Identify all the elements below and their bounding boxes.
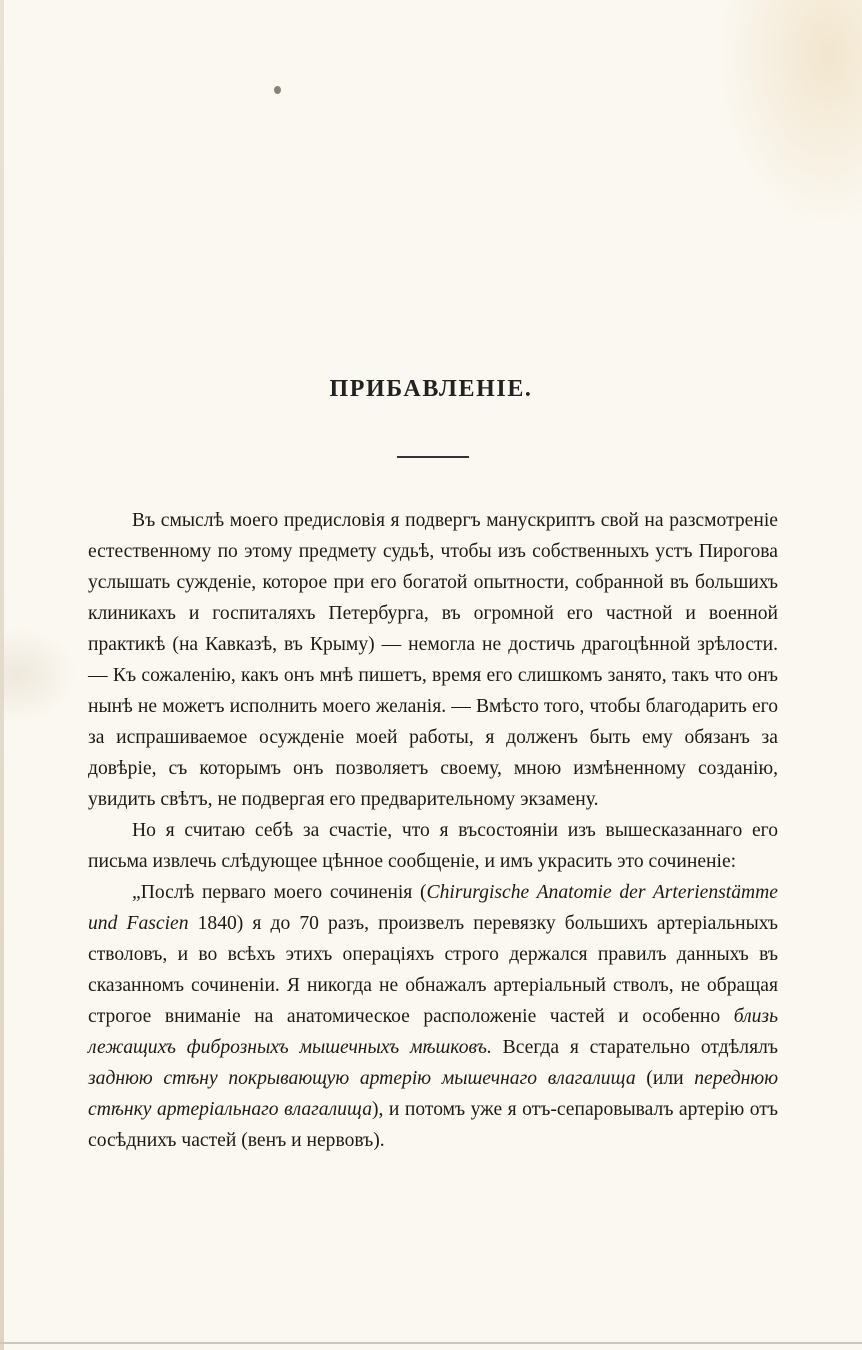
quote-emphasis: переднюю стѣнку артеріальнаго влагалища [88,1068,779,1120]
ink-spot [274,86,281,94]
body-text [88,505,778,1156]
paragraph-2: Но я считаю себѣ за счастіе, что я въсостояніи изъ вышесказаннаго его письма извлечь слѣдующее цѣнное сообщеніе, и имъ украсить это сочиненіе: [88,820,778,872]
paragraph-1: Въ смыслѣ моего предисловія я подвергъ манускриптъ свой на разсмотреніе естественному по этому предмету судьѣ, чтобы изъ собственныхъ устъ Пирогова услышать сужденіе, которое при его богатой опытности, собранной въ большихъ клиникахъ и госпиталяхъ Петербурга, въ огромной его частной и военной практикѣ (на Кавказѣ, въ Крыму) — немогла не достичь драгоцѣнной зрѣлости. — Къ сожаленію, какъ онъ мнѣ пишетъ, время его слишкомъ занято, такъ что онъ нынѣ не можетъ исполнить моего желанія. — Вмѣсто того, чтобы благодарить его за испрашиваемое осужденіе моей работы, я долженъ быть ему обязанъ за довѣріе, съ которымъ онъ позволяетъ своему, мною измѣненному созданію, увидить свѣтъ, не подвергая его предварительному экзамену. [88,510,778,810]
quote-paragraph [88,877,778,1156]
quote-emphasis: близь лежащихъ фиброзныхъ мышечныхъ мѣшковъ. [88,1006,778,1058]
quote-text: ), и потомъ уже я отъ-сепаровывалъ артерію отъ сосѣднихъ частей (венъ и нервовъ). [88,1099,778,1151]
quote-text: (или [635,1068,695,1089]
page-left-edge [0,0,4,1350]
quote-emphasis: заднюю стѣну покрывающую артерію мышечнаго влагалища [88,1068,636,1089]
heading-divider [397,456,469,458]
page-heading: ПРИБАВЛЕНІЕ. [329,376,533,402]
quote-text: 1840) я до 70 разъ, произвелъ перевязку большихъ артеріальныхъ стволовъ, и во всѣхъ этихъ операціяхъ строго держался правилъ данныхъ въ сказанномъ сочиненіи. Я никогда не обнажалъ артеріальный стволъ, не обращая строгое вниманіе на анатомическое расположеніе частей и особенно [88,913,778,1027]
quote-text: „Послѣ перваго моего сочиненія ( [132,882,427,903]
quote-book-title: Chirurgische Anatomie der Arterienstämme und Fascien [88,882,778,934]
quote-text: Всегда я старательно отдѣлялъ [491,1037,778,1058]
page-bottom-edge [0,1342,862,1344]
